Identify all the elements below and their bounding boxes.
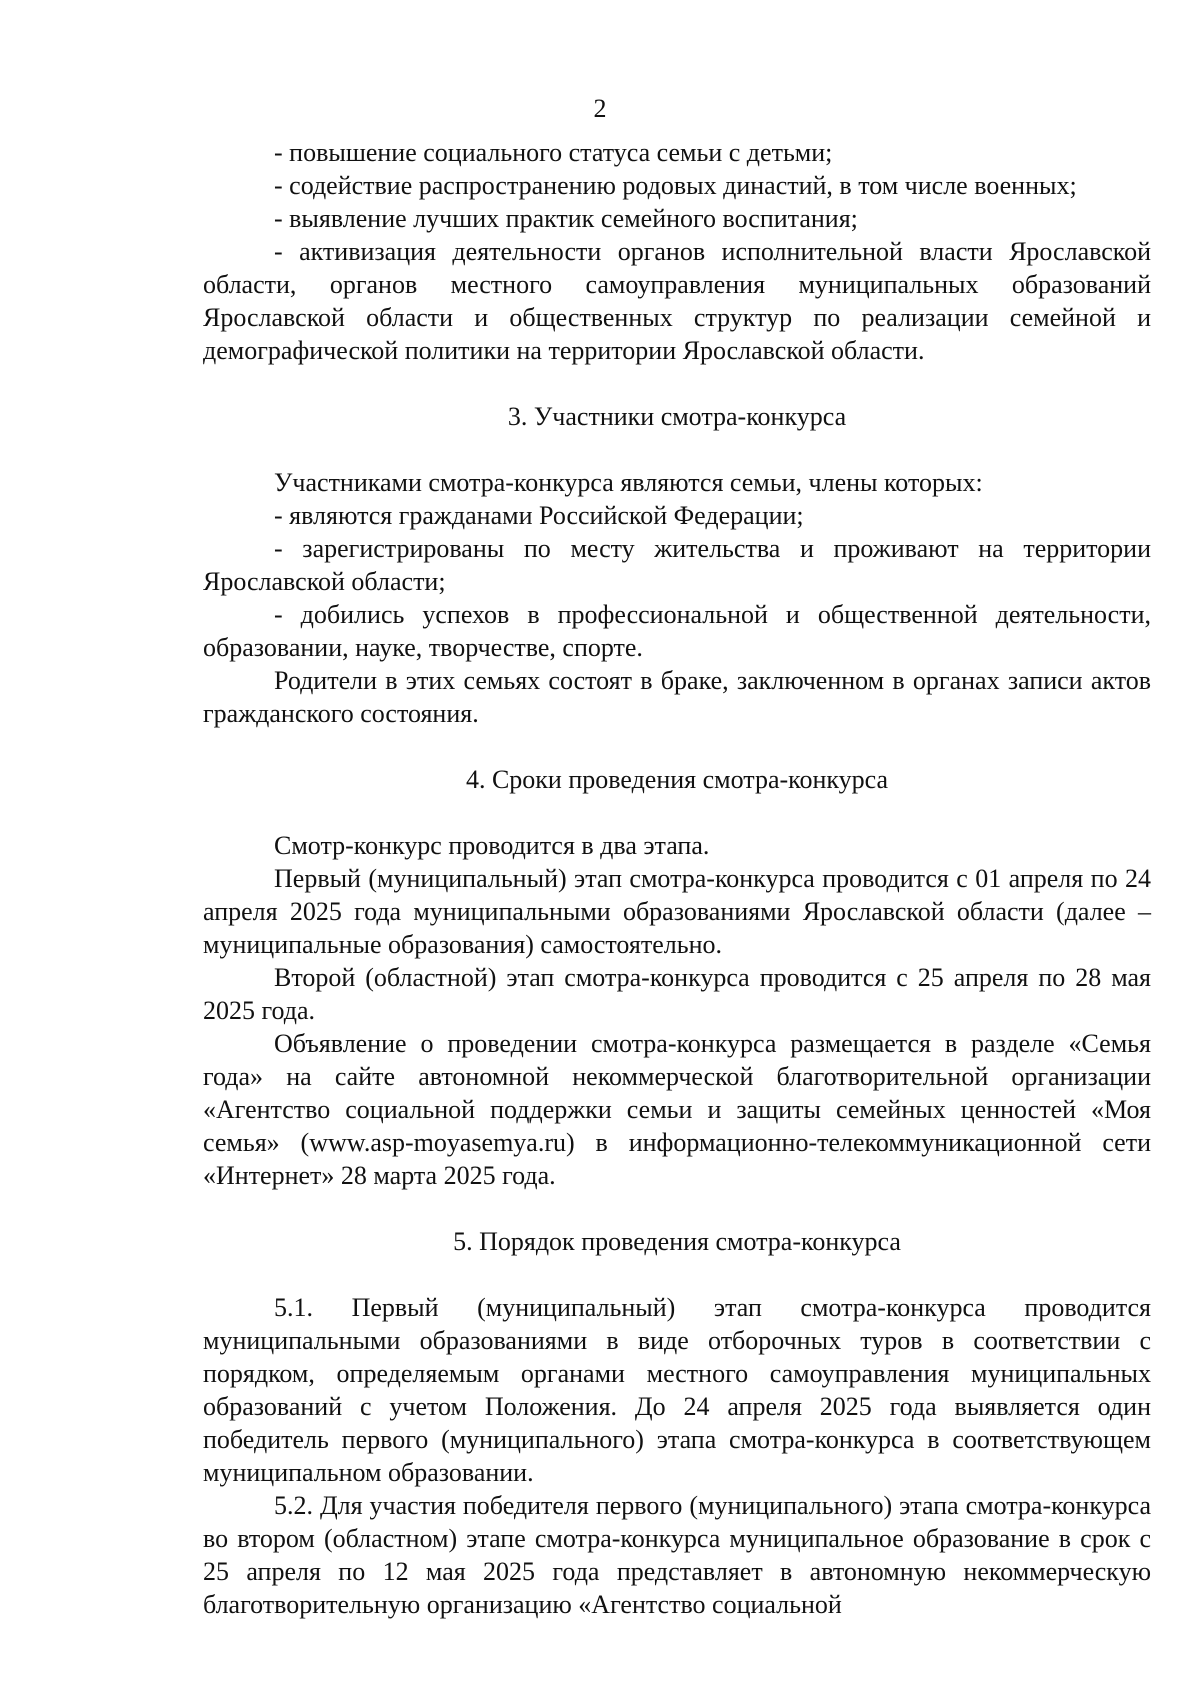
paragraph: 5.1. Первый (муниципальный) этап смотра-конкурса проводится муниципальными образованиями в виде отборочных туров в соответствии с порядком, определяемым органами местного самоуправления муниципальных образований с учетом Положения. До 24 апреля 2025 года выявляется один победитель первого (муниципального) этапа смотра-конкурса в соответствующем муниципальном образовании. <box>203 1293 1151 1487</box>
paragraph: Участниками смотра-конкурса являются семьи, члены которых: <box>274 468 983 497</box>
paragraph: Объявление о проведении смотра-конкурса размещается в разделе «Семья года» на сайте автономной некоммерческой благотворительной организации «Агентство социальной поддержки семьи и защиты семейных ценностей «Моя семья» (www.asp-moyasemya.ru) в информационно-телекоммуникационной сети «Интернет» 28 марта 2025 года. <box>203 1029 1151 1190</box>
goal-item: - активизация деятельности органов исполнительной власти Ярославской области, органов местного самоуправления муниципальных образований Ярославской области и общественных структур по реализации семейной и демографической политики на территории Ярославской области. <box>203 237 1151 365</box>
goal-item: - выявление лучших практик семейного воспитания; <box>274 204 858 233</box>
paragraph: Родители в этих семьях состоят в браке, заключенном в органах записи актов гражданского состояния. <box>203 666 1151 728</box>
spacer <box>203 796 1151 829</box>
spacer <box>203 1258 1151 1291</box>
paragraph: 5.2. Для участия победителя первого (муниципального) этапа смотра-конкурса во втором (областном) этапе смотра-конкурса муниципальное образование в срок с 25 апреля по 12 мая 2025 года представляет в автономную некоммерческую благотворительную организацию «Агентство социальной <box>203 1491 1151 1619</box>
paragraph: - являются гражданами Российской Федерации; <box>274 501 804 530</box>
paragraph: Смотр-конкурс проводится в два этапа. <box>274 831 710 860</box>
document-body <box>203 136 1151 1621</box>
paragraph: - зарегистрированы по месту жительства и проживают на территории Ярославской области; <box>203 534 1151 596</box>
spacer <box>203 367 1151 400</box>
paragraph: Первый (муниципальный) этап смотра-конкурса проводится с 01 апреля по 24 апреля 2025 года муниципальными образованиями Ярославской области (далее – муниципальные образования) самостоятельно. <box>203 864 1151 959</box>
page-number: 2 <box>593 94 607 123</box>
spacer <box>203 433 1151 466</box>
section-heading: 3. Участники смотра-конкурса <box>507 402 847 431</box>
spacer <box>203 1192 1151 1225</box>
section-heading: 5. Порядок проведения смотра-конкурса <box>453 1227 901 1256</box>
paragraph: - добились успехов в профессиональной и общественной деятельности, образовании, науке, творчестве, спорте. <box>203 600 1151 662</box>
section-heading: 4. Сроки проведения смотра-конкурса <box>465 765 889 794</box>
paragraph: Второй (областной) этап смотра-конкурса проводится с 25 апреля по 28 мая 2025 года. <box>203 963 1151 1025</box>
spacer <box>203 730 1151 763</box>
goal-item: - содействие распространению родовых династий, в том числе военных; <box>274 171 1077 200</box>
goal-item: - повышение социального статуса семьи с детьми; <box>274 138 833 167</box>
